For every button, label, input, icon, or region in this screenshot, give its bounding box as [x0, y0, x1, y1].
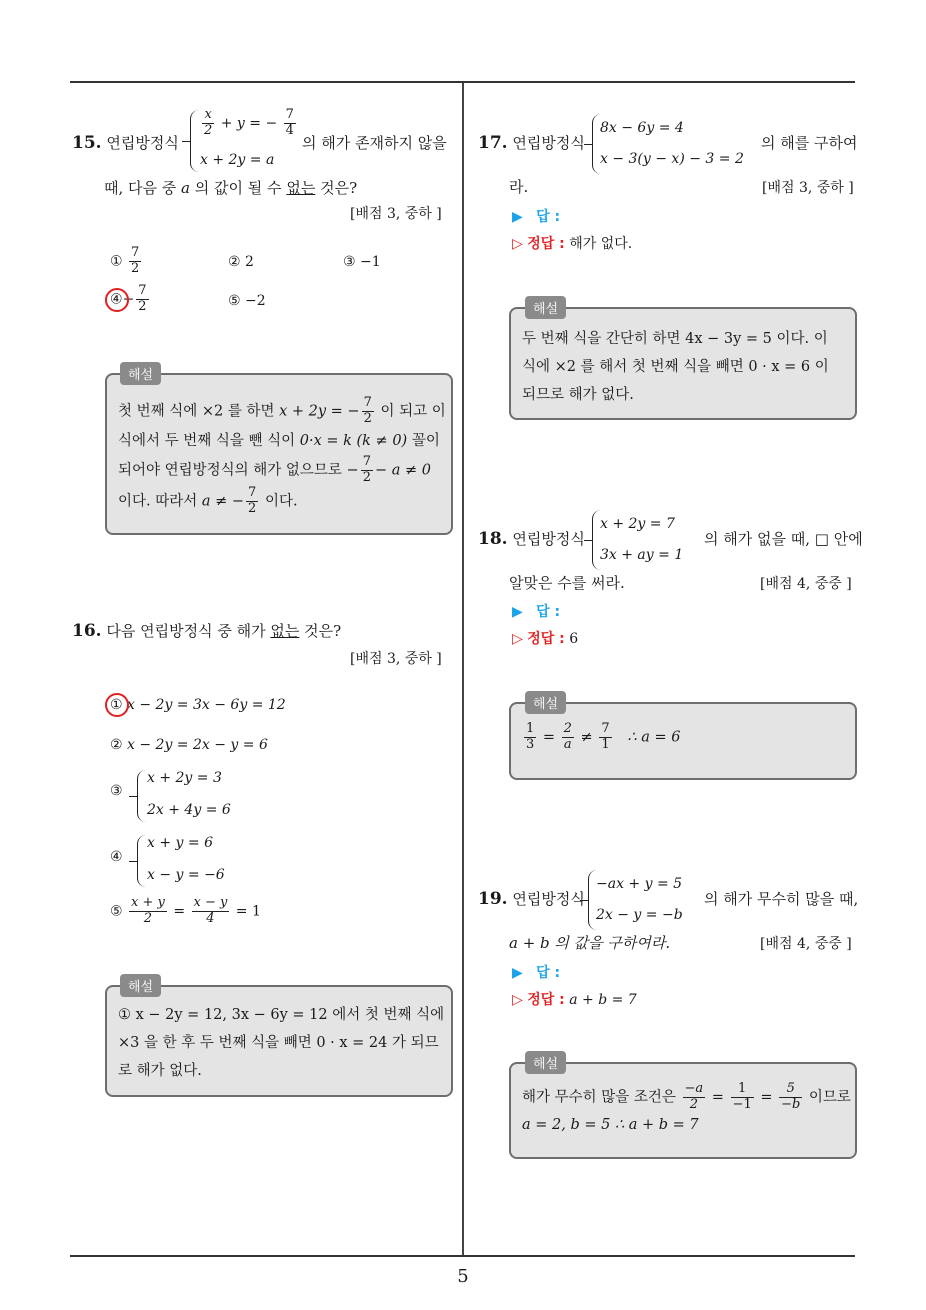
q18-meta: [배점 4, 중중 ] [760, 576, 852, 592]
q17-suffix: 의 해를 구하여 [761, 134, 858, 152]
q16-explanation-tag: 해설 [120, 974, 161, 997]
q18-explanation-tag: 해설 [525, 691, 566, 714]
q17-line1: 17. 연립방정식 [478, 133, 585, 153]
q18-solution: ▷ 정답 : 6 [512, 631, 579, 647]
q16-answer-circle [105, 693, 129, 717]
q19-solution: ▷ 정답 : a + b = 7 [512, 992, 637, 1008]
q19-eq2: 2x − y = −b [596, 907, 683, 923]
q15-explanation-tag: 해설 [120, 362, 161, 385]
q16-c4-eq1: x + y = 6 [147, 835, 213, 851]
q15-brace [190, 110, 199, 172]
q16-c3-eq1: x + 2y = 3 [147, 770, 222, 786]
q17-explanation-text: 두 번째 식을 간단히 하면 4x − 3y = 5 이다. 이 식에 ×2 를 해서 첫 번째 식을 빼면 0 · x = 6 이 되므로 해가 없다. [522, 331, 829, 403]
q17-meta: [배점 3, 중하 ] [762, 180, 854, 196]
footer-rule [70, 1255, 855, 1257]
q15-prefix: 연립방정식 [106, 134, 179, 152]
q19-explanation-text: 해가 무수히 많을 조건은 $\frac{-a}{2}$ = $\frac{1}{-1}$ = $\frac{5}{-b}$ 이므로 a = 2, b = 5 ∴ a + b = 7 [522, 1081, 851, 1133]
q15-choice-4[interactable]: ④− $\frac{7}{2}$ [110, 283, 147, 314]
q19-eq1: −ax + y = 5 [596, 876, 683, 892]
q15-suffix: 의 해가 존재하지 않을 [302, 134, 447, 152]
q18-eq2: 3x + ay = 1 [600, 547, 684, 563]
q16-c4-brace [137, 835, 146, 887]
q18-number: 18. [478, 529, 508, 549]
q15-number: 15. [72, 133, 102, 153]
q15-eq1: $\frac{x}{2}$ + y = − $\frac{7}{4}$ [204, 107, 294, 138]
q16-number: 16. [72, 621, 102, 641]
q19-line1: 19. 연립방정식 [478, 889, 585, 909]
page-number: 5 [457, 1266, 469, 1287]
q17-line2: 라. [509, 178, 529, 196]
q18-suffix: 의 해가 없을 때, □ 안에 [704, 530, 863, 548]
q15-meta: [배점 3, 중하 ] [350, 206, 442, 222]
q15-eq2: x + 2y = a [200, 152, 275, 168]
q15-choice-1[interactable]: ① $\frac{7}{2}$ [110, 245, 140, 276]
q16-choice-5[interactable]: ⑤ $\frac{x + y}{2}$ = $\frac{x - y}{4}$ = 1 [110, 895, 261, 926]
q16-line1: 16. 다음 연립방정식 중 해가 없는 것은? [72, 621, 342, 641]
q19-meta: [배점 4, 중중 ] [760, 936, 852, 952]
q19-answer-input[interactable]: ▶ 답 : [512, 965, 561, 981]
q18-line1: 18. 연립방정식 [478, 529, 585, 549]
q17-explanation-tag: 해설 [525, 296, 566, 319]
q15-choice-3[interactable]: ③ −1 [343, 254, 381, 270]
q17-number: 17. [478, 133, 508, 153]
q16-c3-brace [137, 770, 146, 822]
q16-choice-2[interactable]: ② x − 2y = 2x − y = 6 [110, 737, 268, 753]
q16-explanation-text: ① x − 2y = 12, 3x − 6y = 12 에서 첫 번째 식에 ×3 을 한 후 두 번째 식을 빼면 0 · x = 24 가 되므 로 해가 없다. [118, 1007, 445, 1079]
q15-explanation-text: 첫 번째 식에 ×2 를 하면 x + 2y = − $\frac{7}{2}$ 이 되고 이 식에서 두 번째 식을 뺀 식이 0·x = k (k ≠ 0) 꼴이 되어야 연립방정식의 해가 없으므로 − $\frac{7}{2}$ − a ≠ 0 이다. 따라서 a ≠ − $\frac{7}{2}$ 이다. [118, 395, 446, 516]
q19-suffix: 의 해가 무수히 많을 때, [704, 890, 859, 908]
q18-explanation-text: $\frac{1}{3}$ = $\frac{2}{a}$ ≠ $\frac{7}{1}$ ∴ a = 6 [526, 721, 681, 752]
q16-meta: [배점 3, 중하 ] [350, 651, 442, 667]
q15-choice-2[interactable]: ② 2 [228, 254, 254, 270]
q17-solution: ▷ 정답 : 해가 없다. [512, 236, 633, 252]
q19-line2: a + b 의 값을 구하여라. [509, 934, 671, 952]
q15-choice-5[interactable]: ⑤ −2 [228, 293, 266, 309]
q16-c3-eq2: 2x + 4y = 6 [147, 802, 231, 818]
q15-line1 [72, 132, 179, 153]
column-divider [462, 83, 464, 1255]
q17-eq2: x − 3(y − x) − 3 = 2 [600, 151, 744, 167]
q18-eq1: x + 2y = 7 [600, 516, 675, 532]
q15-answer-circle [105, 288, 129, 312]
q19-number: 19. [478, 889, 508, 909]
q15-line2: 때, 다음 중 a 의 값이 될 수 없는 것은? [104, 179, 358, 197]
q16-choice-1[interactable]: ① x − 2y = 3x − 6y = 12 [110, 697, 286, 713]
q19-explanation-tag: 해설 [525, 1051, 566, 1074]
q18-line2: 알맞은 수를 써라. [509, 574, 625, 592]
q16-choice-3[interactable]: ③ [110, 783, 123, 799]
q17-answer-input[interactable]: ▶ 답 : [512, 209, 561, 225]
q16-choice-4[interactable]: ④ [110, 849, 123, 865]
q16-c4-eq2: x − y = −6 [147, 867, 225, 883]
q18-answer-input[interactable]: ▶ 답 : [512, 604, 561, 620]
q17-eq1: 8x − 6y = 4 [600, 120, 684, 136]
